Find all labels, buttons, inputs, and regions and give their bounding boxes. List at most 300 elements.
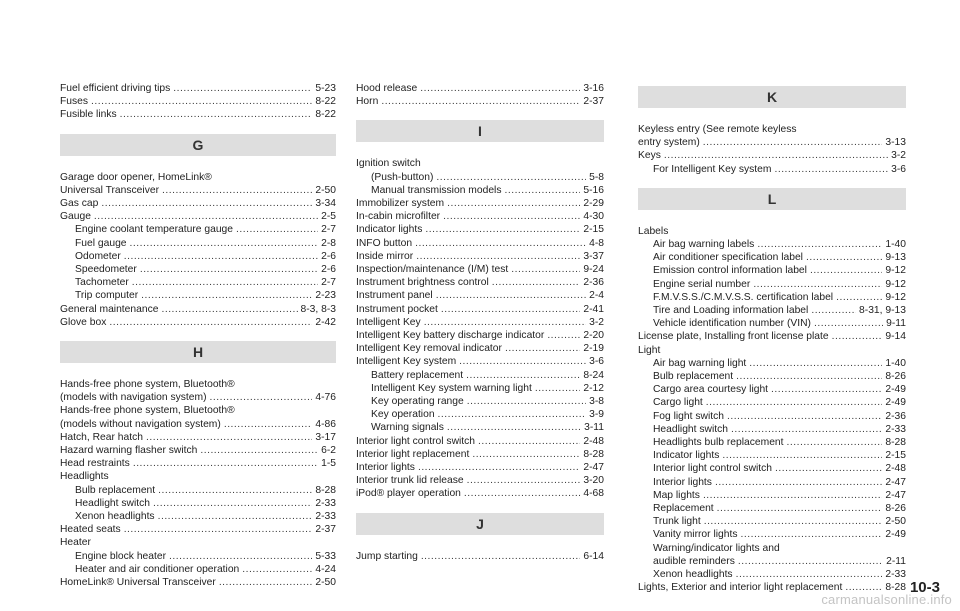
entry-text: Headlights [60,471,109,483]
dot-leader [436,289,586,302]
index-subentry [638,317,906,330]
dot-leader [91,95,312,108]
entry-text: Air conditioner specification label [653,252,803,264]
index-subentry [638,542,906,555]
dot-leader [224,418,313,431]
entry-text: Key operating range [371,396,464,408]
dot-leader [736,568,883,581]
section-letter-i: I [356,120,604,142]
entry-text: Interior trunk lid release [356,475,464,487]
index-entry [60,576,336,589]
dot-leader [757,238,882,251]
dot-leader [441,303,581,316]
index-column-2 [356,82,604,563]
entry-text: Vanity mirror lights [653,529,738,541]
entry-text: Intelligent Key removal indicator [356,343,502,355]
dot-leader [806,251,882,264]
dot-leader [94,210,318,223]
dot-leader [140,263,318,276]
entry-page-ref: 3-6 [891,163,906,175]
entry-text: Interior light control switch [653,463,773,475]
entry-page-ref: 8-31, 9-13 [859,305,906,317]
entry-page-ref: 3-34 [315,198,336,210]
entry-page-ref: 8-28 [885,582,906,594]
dot-leader [420,82,580,95]
entry-page-ref: 2-48 [885,463,906,475]
index-entry [356,316,604,329]
index-subentry [638,555,906,568]
dot-leader [467,395,586,408]
dot-leader [158,510,313,523]
entry-page-ref: 2-33 [885,423,906,435]
entry-page-ref: 6-2 [321,445,336,457]
dot-leader [146,431,312,444]
entry-text: Lights, Exterior and interior light replacement [638,582,843,594]
entry-text: Keys [638,150,661,162]
index-entry [356,237,604,250]
index-subentry [638,436,906,449]
dot-leader [424,316,586,329]
section-letter-k: K [638,86,906,108]
dot-leader [162,184,312,197]
index-entry [60,82,336,95]
index-entry [60,95,336,108]
index-subentry [638,370,906,383]
index-entry [638,330,906,343]
dot-leader [133,457,318,470]
index-entry [356,303,604,316]
index-entry [356,550,604,563]
index-entry [356,289,604,302]
index-subentry [638,449,906,462]
entry-text: Xenon headlights [75,511,155,523]
dot-leader [478,435,580,448]
dot-leader [173,82,312,95]
entry-text: Engine block heater [75,550,167,562]
index-subentry [60,289,336,302]
index-subentry [356,395,604,408]
dot-leader [771,383,882,396]
index-subentry [356,421,604,434]
entry-text: Keyless entry (See remote keyless [638,124,797,135]
entry-page-ref: 2-49 [885,397,906,409]
entry-text: Fuses [60,96,89,108]
index-entry [60,523,336,536]
entry-text: Headlights bulb replacement [653,437,784,449]
dot-leader [715,476,882,489]
entry-page-ref: 4-68 [583,488,604,500]
entry-text: General maintenance [60,303,159,315]
dot-leader [836,291,882,304]
entry-page-ref: 2-50 [315,577,336,589]
entry-text: Light [638,344,661,356]
entry-text: Warning/indicator lights and [653,542,780,554]
dot-leader [722,449,882,462]
index-subentry [638,515,906,528]
dot-leader [158,484,312,497]
dot-leader [124,250,318,263]
dot-leader [472,448,580,461]
entry-text: Fusible links [60,109,117,121]
dot-leader [210,391,313,404]
index-entry [638,136,906,149]
entry-page-ref: 8-28 [583,448,604,460]
index-subentry [638,502,906,515]
index-entry [356,329,604,342]
entry-page-ref: 2-15 [583,224,604,236]
index-column-3 [638,82,906,595]
entry-page-ref: 2-49 [885,529,906,541]
index-entry [356,95,604,108]
index-entry [60,418,336,431]
dot-leader [464,487,580,500]
index-entry [356,157,604,170]
index-entry [638,344,906,357]
index-subentry [638,528,906,541]
section-letter-j: J [356,513,604,535]
entry-page-ref: 2-4 [589,290,604,302]
dot-leader [438,408,587,421]
index-entry [356,210,604,223]
entry-page-ref: 2-11 [886,555,906,567]
dot-leader [753,278,882,291]
entry-page-ref: 9-24 [583,264,604,276]
dot-leader [466,369,580,382]
entry-text: Intelligent Key system warning light [371,382,532,394]
entry-text: Glove box [60,316,107,328]
entry-text: Hands-free phone system, Bluetooth® [60,405,235,417]
entry-text: For Intelligent Key system [653,163,772,175]
entry-text: Emission control information label [653,265,807,277]
entry-text: Tire and Loading information label [653,305,809,317]
index-entry [60,457,336,470]
index-entry [638,225,906,238]
entry-text: Hood release [356,83,418,94]
entry-text: (Push-button) [371,171,434,183]
entry-page-ref: 8-26 [885,503,906,515]
entry-page-ref: 4-30 [583,211,604,223]
index-subentry [60,497,336,510]
index-entry [60,404,336,417]
dot-leader [418,461,580,474]
entry-text: Fog light switch [653,410,724,422]
entry-text: Tachometer [75,277,129,289]
index-entry [356,250,604,263]
index-subentry [638,410,906,423]
entry-text: Fuel efficient driving tips [60,83,171,94]
entry-page-ref: 9-12 [885,278,906,290]
entry-page-ref: 2-49 [885,384,906,396]
dot-leader [832,330,883,343]
entry-page-ref: 2-37 [583,96,604,108]
entry-page-ref: 2-47 [885,489,906,501]
dot-leader [727,410,882,423]
index-subentry [60,263,336,276]
index-subentry [356,382,604,395]
entry-page-ref: 5-33 [315,550,336,562]
index-subentry [638,476,906,489]
entry-text: Intelligent Key battery discharge indicator [356,330,545,342]
index-subentry [638,396,906,409]
entry-page-ref: 2-47 [885,476,906,488]
entry-page-ref: 8-26 [885,371,906,383]
entry-page-ref: 2-41 [583,303,604,315]
page-number: 10-3 [909,579,940,596]
entry-page-ref: 2-36 [885,410,906,422]
entry-text: Indicator lights [356,224,423,236]
dot-leader [124,523,313,536]
entry-page-ref: 2-12 [583,382,604,394]
index-subentry [638,383,906,396]
entry-text: In-cabin microfilter [356,211,441,223]
index-entry [60,470,336,483]
entry-text: Bulb replacement [75,484,156,496]
entry-page-ref: 3-17 [315,431,336,443]
entry-text: Engine serial number [653,278,751,290]
index-entry [356,223,604,236]
entry-page-ref: 3-2 [589,316,604,328]
dot-leader [814,317,883,330]
entry-page-ref: 4-86 [315,418,336,430]
entry-page-ref: 3-8 [589,396,604,408]
entry-page-ref: 2-33 [315,511,336,523]
entry-text: Key operation [371,409,435,421]
entry-text: audible reminders [653,555,735,567]
dot-leader [535,382,581,395]
entry-text: Intelligent Key system [356,356,457,368]
entry-text: Instrument brightness control [356,277,489,289]
entry-text: Indicator lights [653,450,720,462]
entry-page-ref: 2-23 [315,290,336,302]
section-letter-g: G [60,134,336,156]
entry-page-ref: 8-28 [315,484,336,496]
entry-page-ref: 2-6 [321,264,336,276]
index-entry [60,303,336,316]
entry-page-ref: 3-13 [885,137,906,149]
dot-leader [774,163,888,176]
dot-leader [811,304,856,317]
entry-text: Speedometer [75,264,137,276]
entry-text: License plate, Installing front license plate [638,331,829,343]
dot-leader [504,184,580,197]
index-entry [60,431,336,444]
entry-text: Replacement [653,503,714,515]
dot-leader [130,237,319,250]
entry-page-ref: 2-7 [321,224,336,236]
dot-leader [738,555,883,568]
entry-text: Instrument pocket [356,303,438,315]
dot-leader [731,423,882,436]
index-subentry [60,550,336,563]
entry-text: Cargo area courtesy light [653,384,769,396]
index-subentry [638,163,906,176]
index-entry [356,435,604,448]
entry-page-ref: 9-14 [885,331,906,343]
dot-leader [447,197,580,210]
dot-leader [120,108,313,121]
entry-page-ref: 2-29 [583,198,604,210]
entry-page-ref: 2-15 [885,450,906,462]
entry-text: Intelligent Key [356,316,421,328]
entry-text: Hands-free phone system, Bluetooth® [60,379,235,391]
entry-page-ref: 1-40 [885,357,906,369]
index-subentry [638,568,906,581]
entry-text: Labels [638,225,669,237]
dot-leader [236,223,318,236]
entry-text: Fuel gauge [75,237,127,249]
dot-leader [169,550,312,563]
entry-page-ref: 9-13 [885,252,906,264]
index-entry [60,391,336,404]
entry-page-ref: 3-16 [583,83,604,94]
dot-leader [787,436,883,449]
dot-leader [775,462,882,475]
dot-leader [132,276,318,289]
index-subentry [60,237,336,250]
dot-leader [810,264,882,277]
dot-leader [717,502,883,515]
index-subentry [60,510,336,523]
entry-text: Inspection/maintenance (I/M) test [356,264,509,276]
dot-leader [704,515,883,528]
entry-text: Headlight switch [653,423,728,435]
dot-leader [141,289,312,302]
entry-text: Vehicle identification number (VIN) [653,318,811,330]
entry-page-ref: 2-47 [583,462,604,474]
dot-leader [703,489,882,502]
entry-text: Universal Transceiver [60,184,159,196]
entry-page-ref: 3-37 [583,250,604,262]
index-subentry [638,238,906,251]
index-entry [60,171,336,184]
index-entry [356,276,604,289]
index-subentry [638,278,906,291]
dot-leader [664,149,888,162]
entry-page-ref: 5-8 [589,171,604,183]
entry-text: Interior light replacement [356,448,470,460]
entry-page-ref: 2-33 [315,497,336,509]
index-column-1 [60,82,336,589]
entry-text: Heater and air conditioner operation [75,563,240,575]
entry-page-ref: 4-24 [315,563,336,575]
index-entry [60,184,336,197]
index-subentry [356,369,604,382]
entry-text: iPod® player operation [356,488,461,500]
entry-page-ref: 1-5 [321,458,336,470]
entry-page-ref: 1-40 [885,239,906,251]
dot-leader [381,95,580,108]
dot-leader [492,276,581,289]
entry-page-ref: 2-19 [583,343,604,355]
index-subentry [356,408,604,421]
entry-page-ref: 4-8 [589,237,604,249]
dot-leader [741,528,883,541]
index-subentry [60,250,336,263]
index-entry [60,378,336,391]
entry-text: Jump starting [356,550,418,562]
entry-page-ref: 9-12 [885,291,906,303]
entry-text: Xenon headlights [653,569,733,581]
index-subentry [638,304,906,317]
entry-page-ref: 3-6 [589,356,604,368]
index-entry [356,448,604,461]
index-entry [356,263,604,276]
entry-text: Gauge [60,211,91,223]
section-letter-h: H [60,341,336,363]
index-subentry [356,171,604,184]
entry-text: Trunk light [653,516,701,528]
entry-text: Engine coolant temperature gauge [75,224,233,236]
entry-text: Gas cap [60,198,99,210]
index-subentry [638,291,906,304]
dot-leader [101,197,312,210]
entry-page-ref: 8-3, 8-3 [300,303,336,315]
entry-text: Interior light control switch [356,435,476,447]
entry-page-ref: 2-48 [583,435,604,447]
dot-leader [703,136,883,149]
entry-text: Battery replacement [371,369,464,381]
entry-page-ref: 6-14 [583,550,604,562]
index-entry [638,149,906,162]
index-subentry [356,184,604,197]
entry-text: Garage door opener, HomeLink® [60,171,212,183]
dot-leader [109,316,312,329]
entry-page-ref: 8-22 [315,96,336,108]
index-entry [356,197,604,210]
entry-text: Hazard warning flasher switch [60,445,198,457]
entry-text: HomeLink® Universal Transceiver [60,577,216,589]
dot-leader [421,550,581,563]
dot-leader [161,303,297,316]
entry-page-ref: 8-28 [885,437,906,449]
entry-text: Head restraints [60,458,130,470]
entry-page-ref: 3-11 [584,422,604,434]
entry-text: Heater [60,537,91,549]
entry-page-ref: 9-12 [885,265,906,277]
entry-page-ref: 8-22 [315,109,336,121]
index-subentry [638,357,906,370]
index-entry [60,108,336,121]
dot-leader [447,421,581,434]
entry-text: Interior lights [653,476,712,488]
entry-text: Odometer [75,250,121,262]
dot-leader [505,342,580,355]
entry-page-ref: 2-6 [321,250,336,262]
entry-text: Air bag warning light [653,357,747,369]
entry-page-ref: 2-50 [885,516,906,528]
index-subentry [60,223,336,236]
entry-text: Heated seats [60,524,121,536]
index-subentry [60,484,336,497]
index-entry [356,474,604,487]
dot-leader [459,355,586,368]
dot-leader [547,329,580,342]
entry-text: Inside mirror [356,250,414,262]
index-entry [60,316,336,329]
dot-leader [416,250,580,263]
dot-leader [153,497,312,510]
entry-text: F.M.V.S.S./C.M.V.S.S. certification label [653,291,834,303]
entry-text: Headlight switch [75,497,150,509]
dot-leader [425,223,580,236]
dot-leader [219,576,313,589]
entry-text: Horn [356,96,379,108]
dot-leader [200,444,318,457]
entry-page-ref: 2-37 [315,524,336,536]
dot-leader [706,396,883,409]
index-subentry [638,264,906,277]
dot-leader [511,263,580,276]
